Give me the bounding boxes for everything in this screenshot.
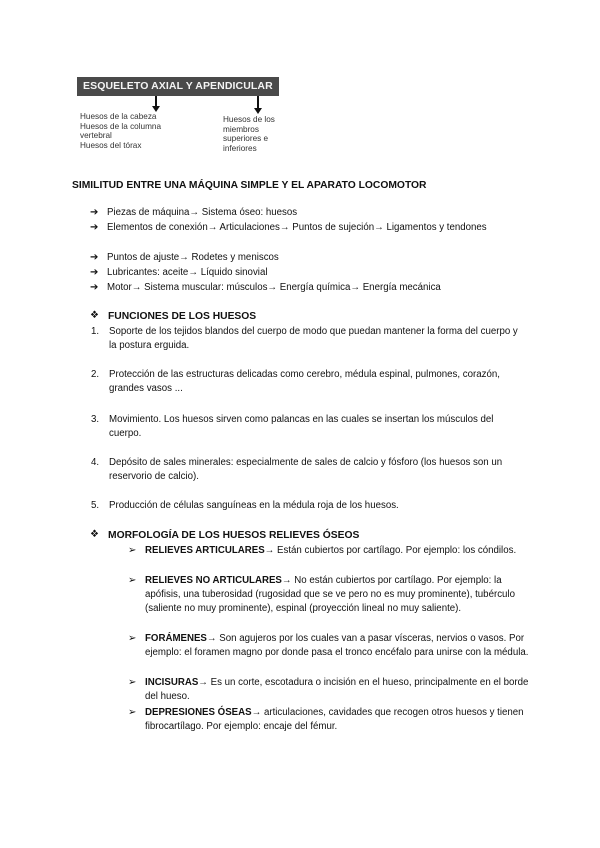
section3-title: MORFOLOGÍA DE LOS HUESOS RELIEVES ÓSEOS xyxy=(108,530,360,541)
arrowhead-bullet-icon: ➢ xyxy=(128,707,137,718)
skeleton-banner: ESQUELETO AXIAL Y APENDICULAR xyxy=(77,77,279,96)
list-number: 5. xyxy=(91,500,100,511)
definition: → Están cubiertos por cartílago. Por ejemplo: los cóndilos. xyxy=(264,545,517,556)
arrowhead-bullet-icon: ➢ xyxy=(128,633,137,644)
arrow-bullet-icon: ➔ xyxy=(90,282,99,293)
arrow-bullet-icon: ➔ xyxy=(90,267,99,278)
term: RELIEVES NO ARTICULARES xyxy=(145,575,282,586)
section1-title: SIMILITUD ENTRE UNA MÁQUINA SIMPLE Y EL APARATO LOCOMOTOR xyxy=(72,180,427,191)
arrowhead-bullet-icon: ➢ xyxy=(128,575,137,586)
term: DEPRESIONES ÓSEAS xyxy=(145,707,252,718)
arrow-apendicular-head xyxy=(254,108,262,114)
definition: → articulaciones, cavidades que recogen otros huesos y tienen fibrocartílago. Por ejemplo: encaje del fémur. xyxy=(145,707,524,733)
arrowhead-bullet-icon: ➢ xyxy=(128,677,137,688)
arrow-bullet-icon: ➔ xyxy=(90,252,99,263)
definition: → No están cubiertos por cartílago. Por ejemplo: la apófisis, una tuberosidad (rugosidad que se ve pero no es muy prominente), tubérculo (saliente no muy prominente), espinal (proyección lineal no muy saliente). xyxy=(145,575,515,615)
arrowhead-bullet-icon: ➢ xyxy=(128,545,137,556)
term: RELIEVES ARTICULARES xyxy=(145,545,265,556)
list-number: 3. xyxy=(91,414,100,425)
list-number: 4. xyxy=(91,457,100,468)
section2-title: FUNCIONES DE LOS HUESOS xyxy=(108,311,257,322)
definition: → Son agujeros por los cuales van a pasar vísceras, nervios o vasos. Por ejemplo: el foramen magno por donde pasa el tronco encéfalo para unirse con la médula. xyxy=(145,633,529,659)
list-number: 1. xyxy=(91,326,100,337)
diamond-bullet-icon: ❖ xyxy=(90,529,99,540)
document-page: ESQUELETO AXIAL Y APENDICULAR Huesos de la cabeza Huesos de la columna vertebral Huesos del tórax Huesos de los miembros superiores e inferiores SIMILITUD ENTRE UNA MÁQUINA SIMPLE Y EL APARATO LOCOMOTOR ➔ Piezas de máquina→ Sistema óseo: huesos ➔ Elementos de conexión→ Articulaciones→ Puntos de sujeción→ Ligamentos y tendones ➔ Puntos de ajuste→ Rodetes y meniscos ➔ Lubricantes: aceite→ Líquido sinovial ➔ Motor→ Sistema muscular: músculos→ Energía química→ Energía mecánica ❖ FUNCIONES DE LOS HUESOS 1. Soporte de los tejidos blandos del cuerpo de modo que puedan mantener la forma del cuerpo y la postura erguida. 2. Protección de las estructuras delicadas como cerebro, médula espinal, pulmones, corazón, grandes vasos ... 3. Movimiento. Los huesos sirven como palancas en las cuales se insertan los músculos del cuerpo. 4. Depósito de sales minerales: especialmente de sales de calcio y fósforo (los huesos son un reservorio de calcio). 5. Producción de células sanguíneas en la médula roja de los huesos. ❖ MORFOLOGÍA DE LOS HUESOS RELIEVES ÓSEOS ➢ RELIEVES ARTICULARES→ Están cubiertos por cartílago. Por ejemplo: los cóndilos. ➢ RELIEVES NO ARTICULARES→ No están cubiertos por cartílago. Por ejemplo: la apófisis, una tuberosidad (rugosidad que se ve pero no es muy prominente), tubérculo (saliente no muy prominente), espinal (proyección lineal no muy saliente). ➢ FORÁMENES→ Son agujeros por los cuales van a pasar vísceras, nervios o vasos. Por ejemplo: el foramen magno por donde pasa el tronco encéfalo para unirse con la médula. ➢ INCISURAS→ Es un corte, escotadura o incisión en el hueso, principalmente en el borde del hueso. ➢ DEPRESIONES ÓSEAS→ articulaciones, cavidades que recogen otros huesos y tienen fibrocartílago. Por ejemplo: encaje del fémur. xyxy=(0,0,600,848)
arrow-bullet-icon: ➔ xyxy=(90,207,99,218)
diamond-bullet-icon: ❖ xyxy=(90,310,99,321)
apendicular-skeleton-text: Huesos de los miembros superiores e inferiores xyxy=(223,115,275,153)
term: INCISURAS xyxy=(145,677,199,688)
definition: → Es un corte, escotadura o incisión en el hueso, principalmente en el borde del hueso. xyxy=(145,677,529,703)
axial-skeleton-text: Huesos de la cabeza Huesos de la columna vertebral Huesos del tórax xyxy=(80,112,162,150)
term: FORÁMENES xyxy=(145,633,207,644)
arrow-bullet-icon: ➔ xyxy=(90,222,99,233)
list-number: 2. xyxy=(91,369,100,380)
